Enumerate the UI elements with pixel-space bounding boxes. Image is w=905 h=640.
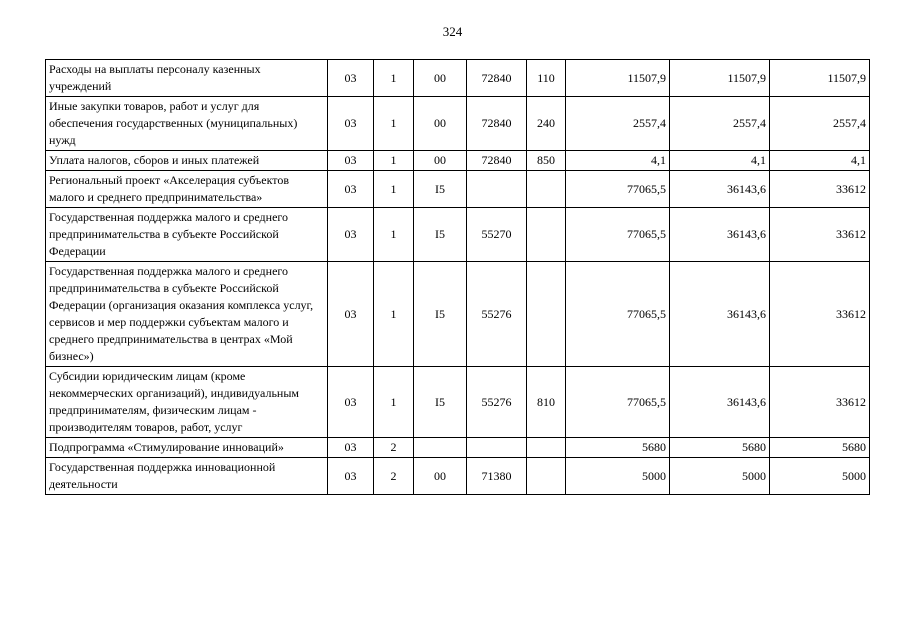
- amount-2: 2557,4: [670, 97, 770, 151]
- amount-3: 33612: [770, 262, 870, 367]
- row-name: Государственная поддержка малого и среднего предпринимательства в субъекте Российской Федерации: [46, 208, 328, 262]
- code-subprogram: 00: [414, 60, 467, 97]
- amount-3: 4,1: [770, 151, 870, 171]
- amount-2: 36143,6: [670, 208, 770, 262]
- code-expense-type: 810: [527, 367, 566, 438]
- code-program: 2: [374, 438, 414, 458]
- code-program: 2: [374, 458, 414, 495]
- code-expense-type: 110: [527, 60, 566, 97]
- code-subprogram: 00: [414, 151, 467, 171]
- amount-2: 36143,6: [670, 171, 770, 208]
- code-subprogram: I5: [414, 208, 467, 262]
- amount-1: 77065,5: [566, 208, 670, 262]
- amount-2: 36143,6: [670, 262, 770, 367]
- amount-3: 33612: [770, 171, 870, 208]
- code-direction: [467, 438, 527, 458]
- row-name: Подпрограмма «Стимулирование инноваций»: [46, 438, 328, 458]
- amount-3: 5000: [770, 458, 870, 495]
- amount-1: 5680: [566, 438, 670, 458]
- code-expense-type: [527, 171, 566, 208]
- code-direction: 55276: [467, 262, 527, 367]
- code-direction: 72840: [467, 60, 527, 97]
- table-row: [46, 367, 870, 438]
- code-direction: [467, 171, 527, 208]
- table-row: [46, 458, 870, 495]
- table-row: [46, 262, 870, 367]
- amount-2: 11507,9: [670, 60, 770, 97]
- code-expense-type: [527, 438, 566, 458]
- code-expense-type: 850: [527, 151, 566, 171]
- row-name: Государственная поддержка инновационной деятельности: [46, 458, 328, 495]
- code-program: 1: [374, 97, 414, 151]
- code-subprogram: 00: [414, 458, 467, 495]
- amount-1: 77065,5: [566, 367, 670, 438]
- table-row: [46, 151, 870, 171]
- amount-3: 33612: [770, 367, 870, 438]
- table-row: [46, 97, 870, 151]
- amount-3: 5680: [770, 438, 870, 458]
- amount-3: 33612: [770, 208, 870, 262]
- amount-1: 11507,9: [566, 60, 670, 97]
- table-row: [46, 438, 870, 458]
- code-section: 03: [328, 262, 374, 367]
- row-name: Субсидии юридическим лицам (кроме некоммерческих организаций), индивидуальным предпринимателям, физическим лицам - производителям товаров, работ, услуг: [46, 367, 328, 438]
- row-name: Иные закупки товаров, работ и услуг для обеспечения государственных (муниципальных) нужд: [46, 97, 328, 151]
- code-subprogram: I5: [414, 367, 467, 438]
- code-program: 1: [374, 262, 414, 367]
- row-name: Расходы на выплаты персоналу казенных учреждений: [46, 60, 328, 97]
- table-row: [46, 208, 870, 262]
- table-row: [46, 60, 870, 97]
- amount-3: 2557,4: [770, 97, 870, 151]
- code-expense-type: [527, 262, 566, 367]
- row-name: Региональный проект «Акселерация субъектов малого и среднего предпринимательства»: [46, 171, 328, 208]
- code-subprogram: 00: [414, 97, 467, 151]
- code-direction: 72840: [467, 97, 527, 151]
- code-direction: 55276: [467, 367, 527, 438]
- code-program: 1: [374, 60, 414, 97]
- code-expense-type: [527, 458, 566, 495]
- amount-3: 11507,9: [770, 60, 870, 97]
- code-section: 03: [328, 60, 374, 97]
- amount-1: 77065,5: [566, 262, 670, 367]
- amount-2: 36143,6: [670, 367, 770, 438]
- code-program: 1: [374, 367, 414, 438]
- code-section: 03: [328, 171, 374, 208]
- code-section: 03: [328, 151, 374, 171]
- code-subprogram: I5: [414, 171, 467, 208]
- code-direction: 72840: [467, 151, 527, 171]
- code-direction: 55270: [467, 208, 527, 262]
- code-section: 03: [328, 367, 374, 438]
- amount-1: 77065,5: [566, 171, 670, 208]
- code-section: 03: [328, 97, 374, 151]
- budget-table: [45, 59, 870, 495]
- row-name: Уплата налогов, сборов и иных платежей: [46, 151, 328, 171]
- amount-1: 2557,4: [566, 97, 670, 151]
- code-section: 03: [328, 208, 374, 262]
- amount-1: 4,1: [566, 151, 670, 171]
- table-row: [46, 171, 870, 208]
- code-section: 03: [328, 438, 374, 458]
- code-subprogram: [414, 438, 467, 458]
- code-section: 03: [328, 458, 374, 495]
- code-expense-type: 240: [527, 97, 566, 151]
- amount-2: 5000: [670, 458, 770, 495]
- row-name: Государственная поддержка малого и среднего предпринимательства в субъекте Российской Федерации (организация оказания комплекса услуг, сервисов и мер поддержки субъектам малого и среднего предпринимательства в центрах «Мой бизнес»): [46, 262, 328, 367]
- amount-1: 5000: [566, 458, 670, 495]
- code-subprogram: I5: [414, 262, 467, 367]
- code-program: 1: [374, 151, 414, 171]
- page-number: 324: [442, 24, 463, 39]
- code-program: 1: [374, 208, 414, 262]
- code-direction: 71380: [467, 458, 527, 495]
- amount-2: 4,1: [670, 151, 770, 171]
- amount-2: 5680: [670, 438, 770, 458]
- code-expense-type: [527, 208, 566, 262]
- code-program: 1: [374, 171, 414, 208]
